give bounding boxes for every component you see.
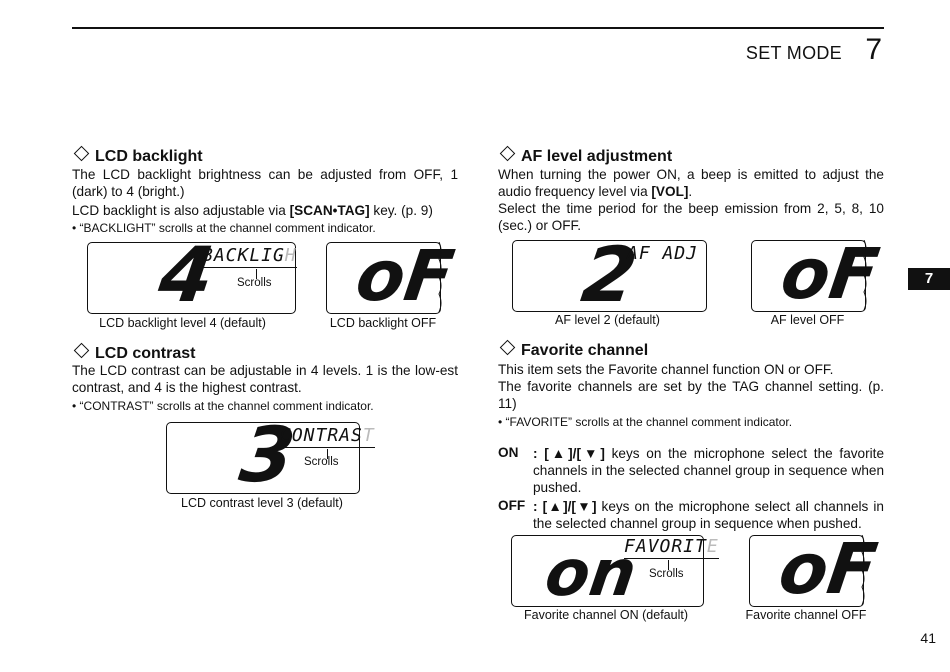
display-digit: oF: [774, 528, 882, 610]
lcd-display-favorite-off: [749, 528, 882, 610]
af-paragraph-1: When turning the power ON, a beep is emitted to adjust the audio frequency level via [VOL].: [498, 167, 884, 199]
display-digit: 4: [153, 230, 220, 319]
contrast-paragraph: The LCD contrast can be adjustable in 4 levels. 1 is the low-est contrast, and 4 is the highest contrast.: [72, 363, 458, 395]
heading-favorite-channel: Favorite channel: [498, 342, 648, 360]
scrolls-label: Scrolls: [237, 277, 272, 289]
lcd-display-favorite-on: [511, 535, 719, 611]
display-edge-wave: [863, 240, 869, 310]
caption-favorite-off: Favorite channel OFF: [745, 608, 867, 622]
display-digit: 3: [234, 410, 301, 499]
caption-af-off: AF level OFF: [770, 313, 845, 327]
display-digit: on: [540, 537, 641, 611]
backlight-paragraph-1: The LCD backlight brightness can be adjusted from OFF, 1 (dark) to 4 (bright.): [72, 167, 458, 199]
chapter-number: 7: [865, 33, 882, 66]
display-digit: 2: [576, 230, 643, 319]
diamond-icon: [500, 146, 516, 162]
contrast-bullet: • “CONTRAST” scrolls at the channel comment indicator.: [72, 399, 374, 413]
display-label: FAVORITE: [624, 536, 719, 557]
on-description: : [▲]/[▼] keys on the microphone select the favorite channels in the selected channel group in sequence when pushed.: [533, 446, 885, 495]
caption-af-2: AF level 2 (default): [555, 313, 660, 327]
lcd-display-af-2: [512, 230, 707, 319]
diamond-icon: [500, 340, 516, 356]
up-down-keys: [▲]/[▼]: [544, 446, 605, 461]
scrolls-label: Scrolls: [304, 456, 339, 468]
display-label: CONTRAST: [280, 425, 375, 446]
on-label: ON: [498, 445, 519, 460]
caption-backlight-off: LCD backlight OFF: [329, 316, 437, 330]
scrolls-label: Scrolls: [649, 568, 684, 580]
favorite-paragraph-1: This item sets the Favorite channel function ON or OFF.: [498, 362, 834, 377]
heading-lcd-backlight: LCD backlight: [72, 148, 203, 166]
caption-contrast-3: LCD contrast level 3 (default): [181, 496, 343, 510]
vol-key: [VOL]: [651, 184, 689, 199]
chapter-tab: 7: [908, 268, 950, 290]
caption-backlight-4: LCD backlight level 4 (default): [99, 316, 266, 330]
favorite-paragraph-2: The favorite channels are set by the TAG channel setting. (p. 11): [498, 379, 884, 411]
caption-favorite-on: Favorite channel ON (default): [524, 608, 688, 622]
backlight-bullet: • “BACKLIGHT” scrolls at the channel comment indicator.: [72, 221, 376, 235]
section-title: SET MODE: [745, 43, 842, 63]
page-number: 41: [920, 630, 936, 646]
display-edge-wave: [438, 242, 444, 312]
up-down-keys: [▲]/[▼]: [542, 499, 597, 514]
diamond-icon: [74, 146, 90, 162]
lcd-display-contrast-3: [166, 410, 375, 499]
favorite-bullet: • “FAVORITE” scrolls at the channel comment indicator.: [498, 415, 793, 429]
lcd-display-backlight-off: [326, 235, 459, 317]
lcd-display-backlight-4: [87, 230, 297, 319]
display-digit: oF: [351, 235, 459, 317]
display-label: BACKLIGH: [202, 245, 297, 266]
display-digit: oF: [776, 233, 884, 315]
display-edge-wave: [861, 535, 867, 605]
diamond-icon: [74, 343, 90, 359]
scan-tag-key: [SCAN•TAG]: [289, 203, 370, 218]
off-label: OFF: [498, 498, 526, 513]
display-label: AF ADJ: [627, 243, 699, 264]
lcd-display-af-off: [751, 233, 884, 315]
header-rule: [72, 27, 884, 29]
off-description: : [▲]/[▼] keys on the microphone select all channels in the selected channel group in sequence when pushed.: [533, 499, 884, 531]
af-paragraph-2: Select the time period for the beep emission from 2, 5, 8, 10 (sec.) or OFF.: [498, 201, 884, 233]
backlight-paragraph-2: LCD backlight is also adjustable via [SCAN•TAG] key. (p. 9): [72, 203, 433, 218]
heading-af-level: AF level adjustment: [498, 148, 672, 166]
heading-lcd-contrast: LCD contrast: [72, 345, 195, 363]
